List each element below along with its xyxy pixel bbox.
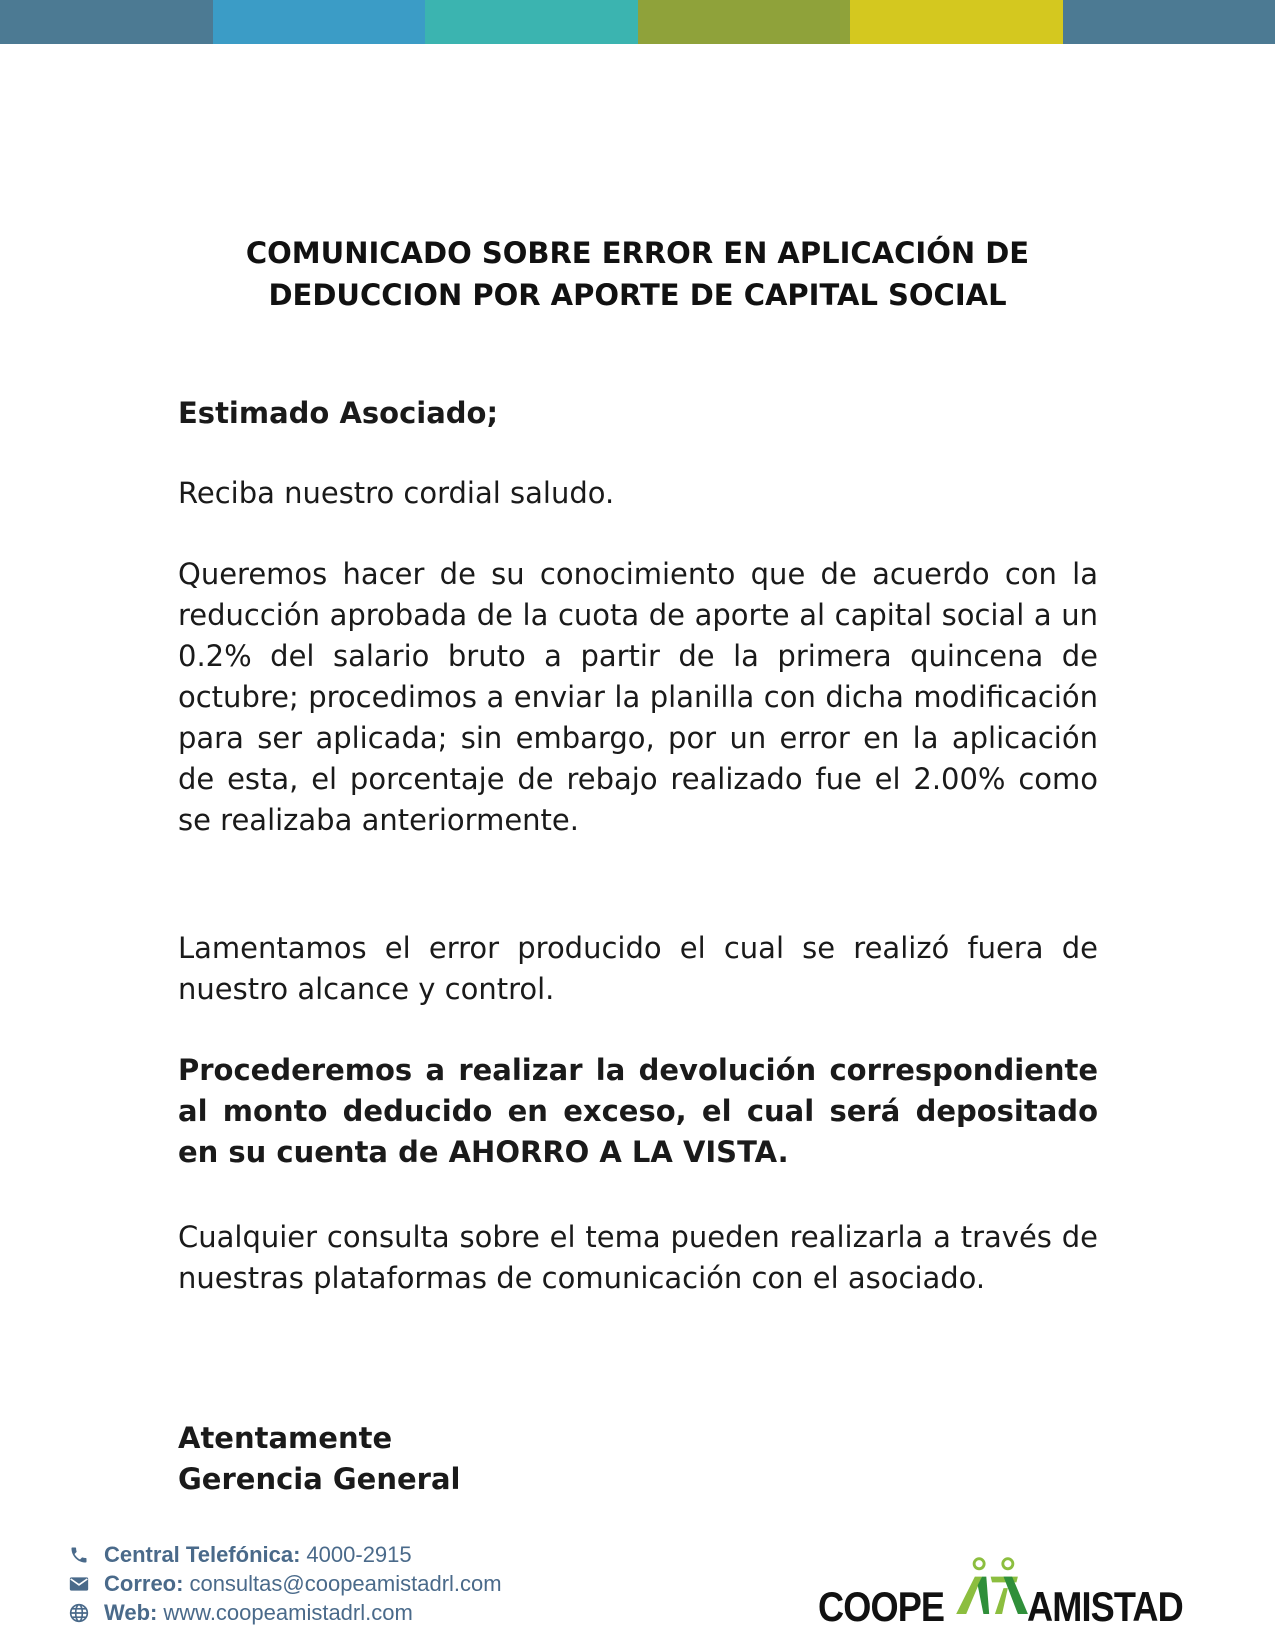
footer-contact-info [68,1540,502,1627]
stripe-segment [0,0,213,44]
email-label: Correo: [104,1571,184,1596]
logo-text-right: AMISTAD [1026,1583,1183,1630]
logo-text-left: COOPE [818,1583,945,1630]
closing-text: Atentamente [178,1421,393,1455]
document-title [150,232,1125,316]
phone-value[interactable]: 4000-2915 [306,1542,412,1567]
paragraph-apology: Lamentamos el error producido el cual se realizó fuera de nuestro alcance y control. [178,931,1098,1006]
coopeamistad-logo [818,1545,1208,1630]
paragraph-refund-notice: Procederemos a realizar la devolución correspondiente al monto deducido en exceso, el cual será depositado en su cuenta de AHORRO A LA VISTA. [178,1053,1098,1169]
signature: Gerencia General [178,1462,461,1496]
contact-web [68,1598,502,1627]
globe-icon [68,1602,90,1624]
phone-label: Central Telefónica: [104,1542,301,1567]
mail-icon [68,1573,90,1595]
paragraph-contact-info: Cualquier consulta sobre el tema pueden realizarla a través de nuestras plataformas de comunicación con el asociado. [178,1220,1098,1295]
stripe-segment [425,0,638,44]
contact-email [68,1569,502,1598]
title-line-1: COMUNICADO SOBRE ERROR EN APLICACIÓN DE [245,236,1030,270]
stripe-segment [1063,0,1275,44]
logo-people-mark-icon [949,1545,1035,1627]
web-label: Web: [104,1600,158,1625]
closing-block [178,1418,1098,1500]
stripe-segment [213,0,426,44]
salutation: Reciba nuestro cordial saludo. [178,476,615,510]
web-link[interactable]: www.coopeamistadrl.com [163,1600,413,1625]
title-line-2: DEDUCCION POR APORTE DE CAPITAL SOCIAL [268,278,1007,312]
stripe-segment [850,0,1063,44]
email-link[interactable]: consultas@coopeamistadrl.com [189,1571,502,1596]
greeting: Estimado Asociado; [178,396,499,430]
stripe-segment [638,0,851,44]
header-color-stripe [0,0,1275,44]
phone-icon [68,1544,90,1566]
paragraph-error-explanation: Queremos hacer de su conocimiento que de acuerdo con la reducción aprobada de la cuota de aporte al capital social a un 0.2% del salario bruto a partir de la primera quincena de octubre; procedimos a enviar la planilla con dicha modificación para ser aplicada; sin embargo, por un error en la aplicación de esta, el porcentaje de rebajo realizado fue el 2.00% como se realizaba anteriormente. [178,557,1098,837]
contact-phone [68,1540,502,1569]
